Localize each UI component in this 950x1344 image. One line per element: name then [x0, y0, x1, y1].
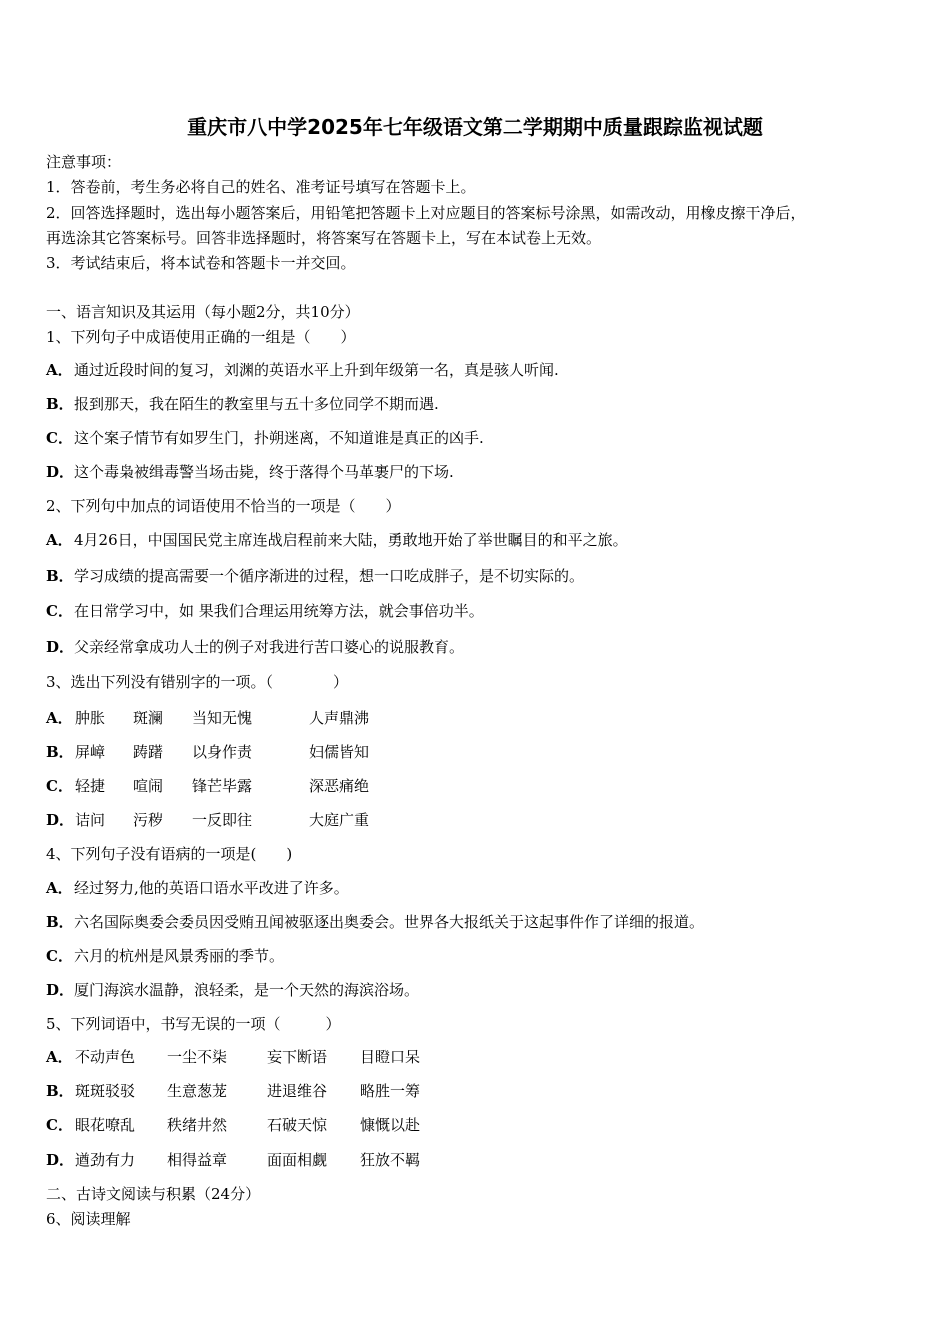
notice-item-2a: 2．回答选择题时，选出每小题答案后，用铅笔把答题卡上对应题目的答案标号涂黑，如需改动，用橡皮擦干净后，	[46, 204, 806, 222]
option-text: 经过努力,他的英语口语水平改进了许多。	[74, 879, 349, 897]
q3-b-word-1: 屏嶂	[75, 743, 106, 761]
option-text: 厦门海滨水温静，浪轻柔，是一个天然的海滨浴场。	[74, 981, 420, 999]
q5-option-b-label: B．	[46, 1082, 74, 1100]
q5-a-word-1: 不动声色	[75, 1048, 136, 1066]
q5-option-a-label: A．	[46, 1048, 73, 1066]
option-text: 这个案子情节有如罗生门，扑朔迷离，不知道谁是真正的凶手.	[74, 429, 484, 447]
section-2-heading: 二、古诗文阅读与积累（24分）	[46, 1185, 261, 1203]
q5-stem: 5、下列词语中，书写无误的一项（ ）	[46, 1015, 341, 1033]
q5-b-word-3: 进退维谷	[267, 1082, 328, 1100]
option-text: 六月的杭州是风景秀丽的季节。	[74, 947, 285, 965]
q3-c-word-3: 锋芒毕露	[192, 777, 253, 795]
q3-a-word-1: 肿胀	[75, 709, 106, 727]
q3-b-word-3: 以身作责	[192, 743, 253, 761]
q5-a-word-3: 妄下断语	[267, 1048, 328, 1066]
notice-heading: 注意事项：	[46, 153, 122, 171]
option-label: D．	[46, 981, 75, 999]
q3-a-word-4: 人声鼎沸	[309, 709, 370, 727]
option-label: D．	[46, 463, 75, 481]
q3-a-word-3: 当知无愧	[192, 709, 253, 727]
notice-item-3: 3．考试结束后，将本试卷和答题卡一并交回。	[46, 254, 356, 272]
q4-option-a	[46, 878, 349, 898]
q1-option-b	[46, 394, 439, 414]
q5-b-word-1: 斑斑驳驳	[75, 1082, 136, 1100]
q5-c-word-4: 慷慨以赴	[360, 1116, 421, 1134]
q3-a-word-2: 斑澜	[133, 709, 164, 727]
q5-b-word-2: 生意葱茏	[167, 1082, 228, 1100]
q2-option-a	[46, 530, 628, 550]
option-text: 学习成绩的提高需要一个循序渐进的过程，想一口吃成胖子，是不切实际的。	[74, 567, 585, 585]
option-label: A．	[46, 531, 73, 549]
q5-option-c-label: C．	[46, 1116, 73, 1134]
q2-stem: 2、下列句中加点的词语使用不恰当的一项是（ ）	[46, 497, 401, 515]
q3-c-word-4: 深恶痛绝	[309, 777, 370, 795]
q3-stem: 3、选出下列没有错别字的一项。（ ）	[46, 673, 349, 691]
q3-option-c-label: C．	[46, 777, 73, 795]
q4-option-d	[46, 980, 419, 1000]
q5-a-word-4: 目瞪口呆	[360, 1048, 421, 1066]
q5-b-word-4: 略胜一筹	[360, 1082, 421, 1100]
q5-d-word-4: 狂放不羁	[360, 1151, 421, 1169]
q1-stem: 1、下列句子中成语使用正确的一组是（ ）	[46, 328, 356, 346]
q3-b-word-4: 妇儒皆知	[309, 743, 370, 761]
q6-stem: 6、阅读理解	[46, 1210, 131, 1228]
notice-item-1: 1．答卷前，考生务必将自己的姓名、准考证号填写在答题卡上。	[46, 178, 476, 196]
option-label: C．	[46, 429, 73, 447]
option-label: C．	[46, 602, 73, 620]
option-label: A．	[46, 361, 73, 379]
q1-option-a	[46, 360, 559, 380]
q4-option-c	[46, 946, 284, 966]
q3-option-a-label: A．	[46, 709, 73, 727]
option-label: D．	[46, 638, 75, 656]
q5-c-word-2: 秩绪井然	[167, 1116, 228, 1134]
q1-option-d	[46, 462, 454, 482]
page-title: 重庆市八中学2025年七年级语文第二学期期中质量跟踪监视试题	[187, 115, 763, 139]
section-1-heading: 一、语言知识及其运用（每小题2分，共10分）	[46, 303, 360, 321]
q3-c-word-2: 喧闹	[133, 777, 164, 795]
q3-b-word-2: 踌躇	[133, 743, 164, 761]
option-label: B．	[46, 567, 74, 585]
q5-d-word-3: 面面相觑	[267, 1151, 328, 1169]
option-label: A．	[46, 879, 73, 897]
option-text: 父亲经常拿成功人士的例子对我进行苦口婆心的说服教育。	[74, 638, 465, 656]
q2-option-d	[46, 637, 464, 657]
q3-d-word-2: 污秽	[133, 811, 164, 829]
option-label: C．	[46, 947, 73, 965]
option-text: 在日常学习中，如 果我们合理运用统筹方法，就会事倍功半。	[74, 602, 484, 620]
option-text: 六名国际奥委会委员因受贿丑闻被驱逐出奥委会。世界各大报纸关于这起事件作了详细的报道。	[74, 913, 705, 931]
q3-d-word-1: 诘问	[75, 811, 106, 829]
q2-option-c	[46, 601, 484, 621]
q3-c-word-1: 轻捷	[75, 777, 106, 795]
q3-option-b-label: B．	[46, 743, 74, 761]
notice-item-2b: 再选涂其它答案标号。回答非选择题时，将答案写在答题卡上，写在本试卷上无效。	[46, 229, 602, 247]
option-text: 这个毒枭被缉毒警当场击毙，终于落得个马革裹尸的下场.	[74, 463, 454, 481]
q5-a-word-2: 一尘不柒	[167, 1048, 228, 1066]
q2-option-b	[46, 566, 584, 586]
q1-option-c	[46, 428, 484, 448]
q3-option-d-label: D．	[46, 811, 75, 829]
option-label: B．	[46, 395, 74, 413]
q5-c-word-3: 石破天惊	[267, 1116, 328, 1134]
option-label: B．	[46, 913, 74, 931]
q3-d-word-4: 大庭广重	[309, 811, 370, 829]
q5-d-word-1: 遒劲有力	[75, 1151, 136, 1169]
option-text: 报到那天，我在陌生的教室里与五十多位同学不期而遇.	[74, 395, 439, 413]
q4-stem: 4、下列句子没有语病的一项是( )	[46, 845, 293, 863]
option-text: 4月26日，中国国民党主席连战启程前来大陆，勇敢地开始了举世瞩目的和平之旅。	[74, 531, 628, 549]
q5-c-word-1: 眼花嘹乱	[75, 1116, 136, 1134]
q5-d-word-2: 相得益章	[167, 1151, 228, 1169]
q5-option-d-label: D．	[46, 1151, 75, 1169]
option-text: 通过近段时间的复习，刘渊的英语水平上升到年级第一名，真是骇人听闻.	[74, 361, 559, 379]
q3-d-word-3: 一反即往	[192, 811, 253, 829]
q4-option-b	[46, 912, 704, 932]
